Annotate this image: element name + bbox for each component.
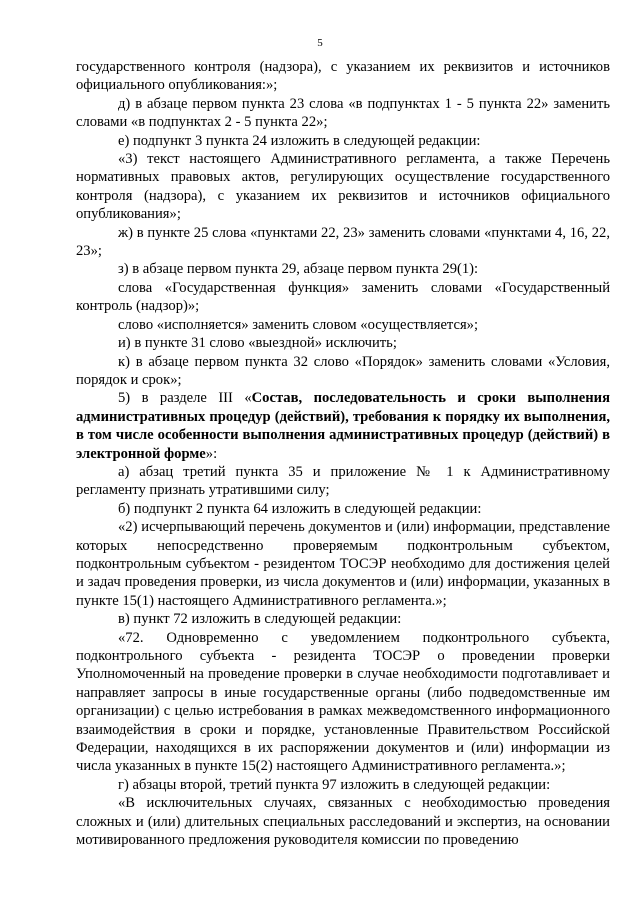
paragraph-item-b: б) подпункт 2 пункта 64 изложить в следующей редакции: [118, 500, 482, 517]
section5-prefix: 5) в разделе III « [118, 390, 252, 407]
paragraph-item-d: д) в абзаце первом пункта 23 слова «в подпунктах 1 - 5 пункта 22» заменить словами «в подпунктах 2 - 5 пункта 22»; [76, 95, 610, 131]
paragraph-quote-exceptional: «В исключительных случаях, связанных с необходимостью проведения сложных и (или) длительных специальных расследований и экспертиз, на основании мотивированного предложения руководителя комиссии по проведению [76, 795, 610, 849]
paragraph-item-zh: ж) в пункте 25 слова «пунктами 22, 23» заменить словами «пунктами 4, 16, 22, 23»; [76, 224, 610, 260]
paragraph-item-e: е) подпункт 3 пункта 24 изложить в следующей редакции: [118, 132, 481, 149]
paragraph-quote-72: «72. Одновременно с уведомлением подконтрольного субъекта, подконтрольного субъекта - резидента ТОСЭР о проведении проверки Уполномоченный на проведение проверки в случае необходимости подготавливает и направляет запросы в иные государственные органы (либо подведомственные им организации) с целью истребования в рамках межведомственного информационного взаимодействия в сроки и порядке, установленные Правительством Российской Федерации, находящихся в их распоряжении документов и (или) информации из числа указанных в пункте 15(2) настоящего Административного регламента.»; [76, 629, 610, 775]
paragraph-item-z: з) в абзаце первом пункта 29, абзаце первом пункта 29(1): [118, 261, 479, 278]
paragraph-item-g: г) абзацы второй, третий пункта 97 изложить в следующей редакции: [118, 776, 551, 793]
document-body [76, 58, 610, 849]
paragraph-item-i: и) в пункте 31 слово «выездной» исключить; [118, 335, 397, 352]
paragraph-word-executed: слово «исполняется» заменить словом «осуществляется»; [118, 316, 479, 333]
page-number: 5 [317, 37, 323, 49]
paragraph-quote-3: «3) текст настоящего Административного регламента, а также Перечень нормативных правовых актов, регулирующих осуществление государственного контроля (надзора), с указанием их реквизитов и источников официального опубликования»; [76, 151, 610, 223]
paragraph-words-function: слова «Государственная функция» заменить словами «Государственный контроль (надзор)»; [76, 279, 610, 315]
section5-title: Состав, последовательность и сроки выполнения административных процедур (действий), требования к порядку их выполнения, в том числе особенности выполнения административных процедур (действий) в электронной форме [76, 390, 610, 462]
paragraph-item-k: к) в абзаце первом пункта 32 слово «Порядок» заменить словами «Условия, порядок и срок»; [76, 353, 610, 388]
paragraph-continuation: государственного контроля (надзора), с указанием их реквизитов и источников официального опубликования:»; [76, 59, 610, 94]
paragraph-quote-2: «2) исчерпывающий перечень документов и (или) информации, представление которых непосредственно проверяемым подконтрольным субъектом, подконтрольным субъектом - резидентом ТОСЭР необходимо для достижения целей и задач проведения проверки, из числа документов и (или) информации, указанных в пункте 15(1) настоящего Административного регламента.»; [76, 519, 610, 609]
section5-suffix: »: [205, 445, 218, 462]
paragraph-item-v: в) пункт 72 изложить в следующей редакции: [118, 611, 402, 628]
paragraph-item-a: а) абзац третий пункта 35 и приложение № 1 к Административному регламенту признать утратившими силу; [76, 463, 610, 499]
paragraph-section-5 [76, 389, 610, 463]
